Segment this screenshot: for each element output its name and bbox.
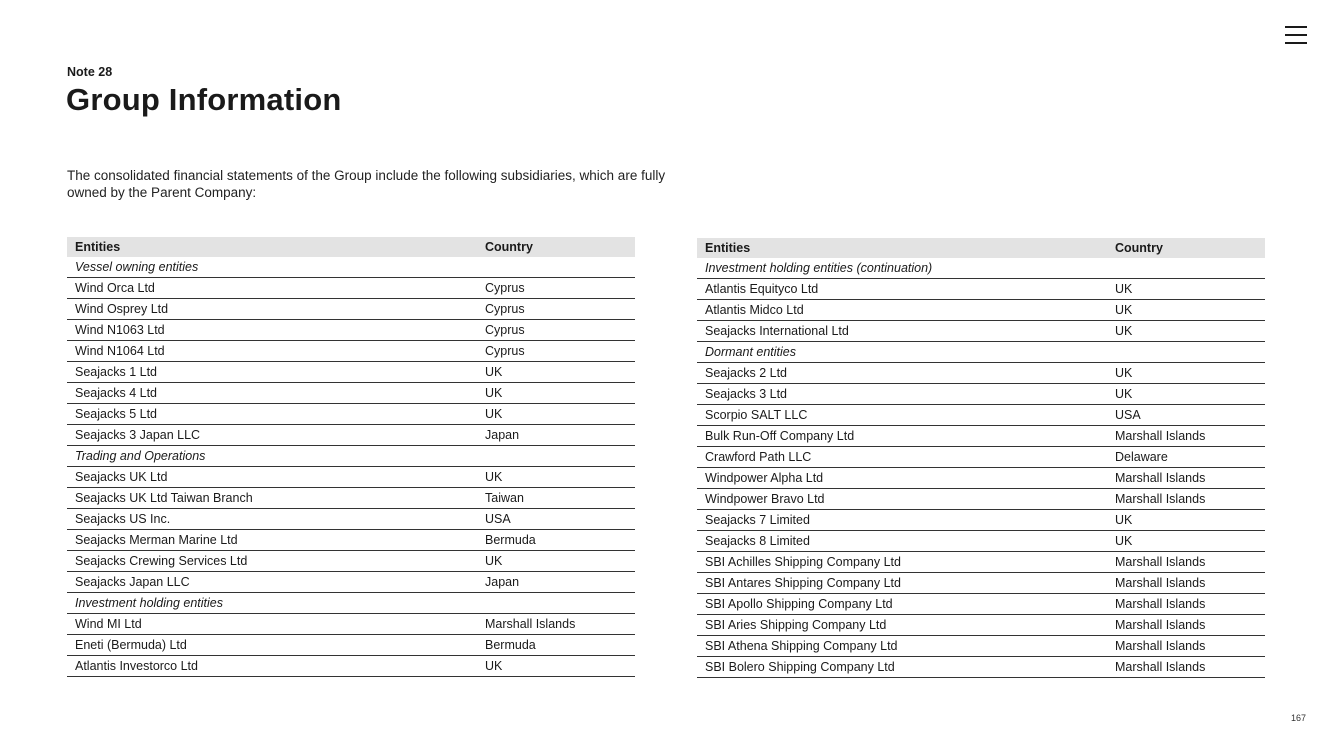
entity-name: SBI Apollo Shipping Company Ltd — [697, 594, 1107, 615]
country-cell: UK — [1107, 510, 1265, 531]
page-title: Group Information — [66, 82, 342, 117]
header-country: Country — [1107, 238, 1265, 258]
country-cell: Cyprus — [477, 320, 635, 341]
table-body-left — [67, 257, 635, 677]
entity-name: Seajacks 4 Ltd — [67, 383, 477, 404]
table-row — [67, 299, 635, 320]
table-row — [697, 657, 1265, 678]
country-cell: Delaware — [1107, 447, 1265, 468]
entity-name: Seajacks UK Ltd Taiwan Branch — [67, 488, 477, 509]
country-cell: Cyprus — [477, 278, 635, 299]
entity-name: Seajacks 7 Limited — [697, 510, 1107, 531]
country-cell: UK — [477, 467, 635, 488]
table-row — [67, 425, 635, 446]
country-cell: Marshall Islands — [477, 614, 635, 635]
category-label: Trading and Operations — [67, 446, 477, 467]
country-cell — [477, 257, 635, 278]
country-cell: UK — [477, 656, 635, 677]
entity-name: SBI Antares Shipping Company Ltd — [697, 573, 1107, 594]
entity-name: SBI Athena Shipping Company Ltd — [697, 636, 1107, 657]
table-row — [67, 635, 635, 656]
table-row — [67, 278, 635, 299]
country-cell: Cyprus — [477, 341, 635, 362]
entity-name: Bulk Run-Off Company Ltd — [697, 426, 1107, 447]
entities-table-left — [67, 237, 635, 677]
country-cell — [477, 593, 635, 614]
country-cell: Japan — [477, 425, 635, 446]
entity-name: Eneti (Bermuda) Ltd — [67, 635, 477, 656]
table-row — [697, 321, 1265, 342]
entity-name: Scorpio SALT LLC — [697, 405, 1107, 426]
category-label: Investment holding entities (continuation) — [697, 258, 1107, 279]
table-row — [697, 552, 1265, 573]
entity-name: Seajacks 3 Ltd — [697, 384, 1107, 405]
table-row — [67, 362, 635, 383]
entity-name: Seajacks 2 Ltd — [697, 363, 1107, 384]
page-number: 167 — [1291, 713, 1307, 723]
country-cell: Bermuda — [477, 530, 635, 551]
country-cell: Bermuda — [477, 635, 635, 656]
note-label: Note 28 — [67, 65, 113, 79]
country-cell: UK — [477, 362, 635, 383]
table-header-row — [67, 237, 635, 257]
entity-name: Seajacks Japan LLC — [67, 572, 477, 593]
table-row — [697, 426, 1265, 447]
country-cell: Marshall Islands — [1107, 552, 1265, 573]
country-cell: UK — [1107, 300, 1265, 321]
hamburger-menu-icon[interactable] — [1285, 26, 1307, 46]
table-row — [67, 656, 635, 677]
category-row — [697, 258, 1265, 279]
country-cell: USA — [477, 509, 635, 530]
country-cell: Marshall Islands — [1107, 615, 1265, 636]
table-row — [697, 510, 1265, 531]
country-cell: UK — [477, 404, 635, 425]
country-cell: UK — [1107, 384, 1265, 405]
country-cell: Marshall Islands — [1107, 573, 1265, 594]
table-row — [697, 531, 1265, 552]
category-row — [697, 342, 1265, 363]
country-cell — [1107, 342, 1265, 363]
header-entities: Entities — [697, 238, 1107, 258]
country-cell: Cyprus — [477, 299, 635, 320]
entity-name: Crawford Path LLC — [697, 447, 1107, 468]
country-cell: UK — [1107, 531, 1265, 552]
entity-name: Wind Orca Ltd — [67, 278, 477, 299]
entity-name: Seajacks Merman Marine Ltd — [67, 530, 477, 551]
entity-name: Atlantis Equityco Ltd — [697, 279, 1107, 300]
header-entities: Entities — [67, 237, 477, 257]
table-row — [697, 384, 1265, 405]
country-cell: UK — [1107, 279, 1265, 300]
table-row — [697, 468, 1265, 489]
category-row — [67, 446, 635, 467]
table-row — [697, 447, 1265, 468]
table-row — [697, 363, 1265, 384]
country-cell: UK — [477, 383, 635, 404]
entity-name: Seajacks UK Ltd — [67, 467, 477, 488]
country-cell — [1107, 258, 1265, 279]
category-label: Investment holding entities — [67, 593, 477, 614]
table-row — [697, 573, 1265, 594]
table-row — [67, 488, 635, 509]
table-row — [697, 279, 1265, 300]
country-cell: Marshall Islands — [1107, 468, 1265, 489]
entity-name: Seajacks International Ltd — [697, 321, 1107, 342]
entity-name: Atlantis Midco Ltd — [697, 300, 1107, 321]
entity-name: Wind N1063 Ltd — [67, 320, 477, 341]
entity-name: Wind Osprey Ltd — [67, 299, 477, 320]
header-country: Country — [477, 237, 635, 257]
entity-name: SBI Achilles Shipping Company Ltd — [697, 552, 1107, 573]
entity-name: Seajacks US Inc. — [67, 509, 477, 530]
table-row — [67, 467, 635, 488]
entity-name: Wind MI Ltd — [67, 614, 477, 635]
table-row — [67, 614, 635, 635]
table-row — [67, 383, 635, 404]
entity-name: Seajacks 3 Japan LLC — [67, 425, 477, 446]
entity-name: Atlantis Investorco Ltd — [67, 656, 477, 677]
category-row — [67, 257, 635, 278]
entities-table-right — [697, 238, 1265, 678]
table-row — [67, 404, 635, 425]
table-row — [697, 594, 1265, 615]
country-cell: Marshall Islands — [1107, 426, 1265, 447]
table-row — [67, 509, 635, 530]
entity-name: SBI Bolero Shipping Company Ltd — [697, 657, 1107, 678]
table-row — [697, 405, 1265, 426]
country-cell: UK — [1107, 321, 1265, 342]
country-cell: Marshall Islands — [1107, 636, 1265, 657]
entity-name: Wind N1064 Ltd — [67, 341, 477, 362]
country-cell: UK — [1107, 363, 1265, 384]
entity-name: Seajacks Crewing Services Ltd — [67, 551, 477, 572]
country-cell: USA — [1107, 405, 1265, 426]
table-row — [697, 489, 1265, 510]
table-header-row — [697, 238, 1265, 258]
table-body-right — [697, 258, 1265, 678]
country-cell: UK — [477, 551, 635, 572]
entity-name: Seajacks 1 Ltd — [67, 362, 477, 383]
entity-name: Windpower Bravo Ltd — [697, 489, 1107, 510]
table-row — [697, 300, 1265, 321]
entity-name: SBI Aries Shipping Company Ltd — [697, 615, 1107, 636]
table-row — [697, 615, 1265, 636]
entity-name: Windpower Alpha Ltd — [697, 468, 1107, 489]
entity-name: Seajacks 8 Limited — [697, 531, 1107, 552]
table-row — [697, 636, 1265, 657]
table-row — [67, 572, 635, 593]
table-row — [67, 341, 635, 362]
country-cell: Marshall Islands — [1107, 489, 1265, 510]
table-row — [67, 320, 635, 341]
country-cell: Marshall Islands — [1107, 657, 1265, 678]
category-label: Vessel owning entities — [67, 257, 477, 278]
entity-name: Seajacks 5 Ltd — [67, 404, 477, 425]
table-row — [67, 530, 635, 551]
country-cell: Marshall Islands — [1107, 594, 1265, 615]
country-cell — [477, 446, 635, 467]
country-cell: Taiwan — [477, 488, 635, 509]
category-row — [67, 593, 635, 614]
category-label: Dormant entities — [697, 342, 1107, 363]
table-row — [67, 551, 635, 572]
intro-paragraph: The consolidated financial statements of the Group include the following subsidiaries, which are fully owned by the Parent Company: — [67, 168, 666, 200]
country-cell: Japan — [477, 572, 635, 593]
